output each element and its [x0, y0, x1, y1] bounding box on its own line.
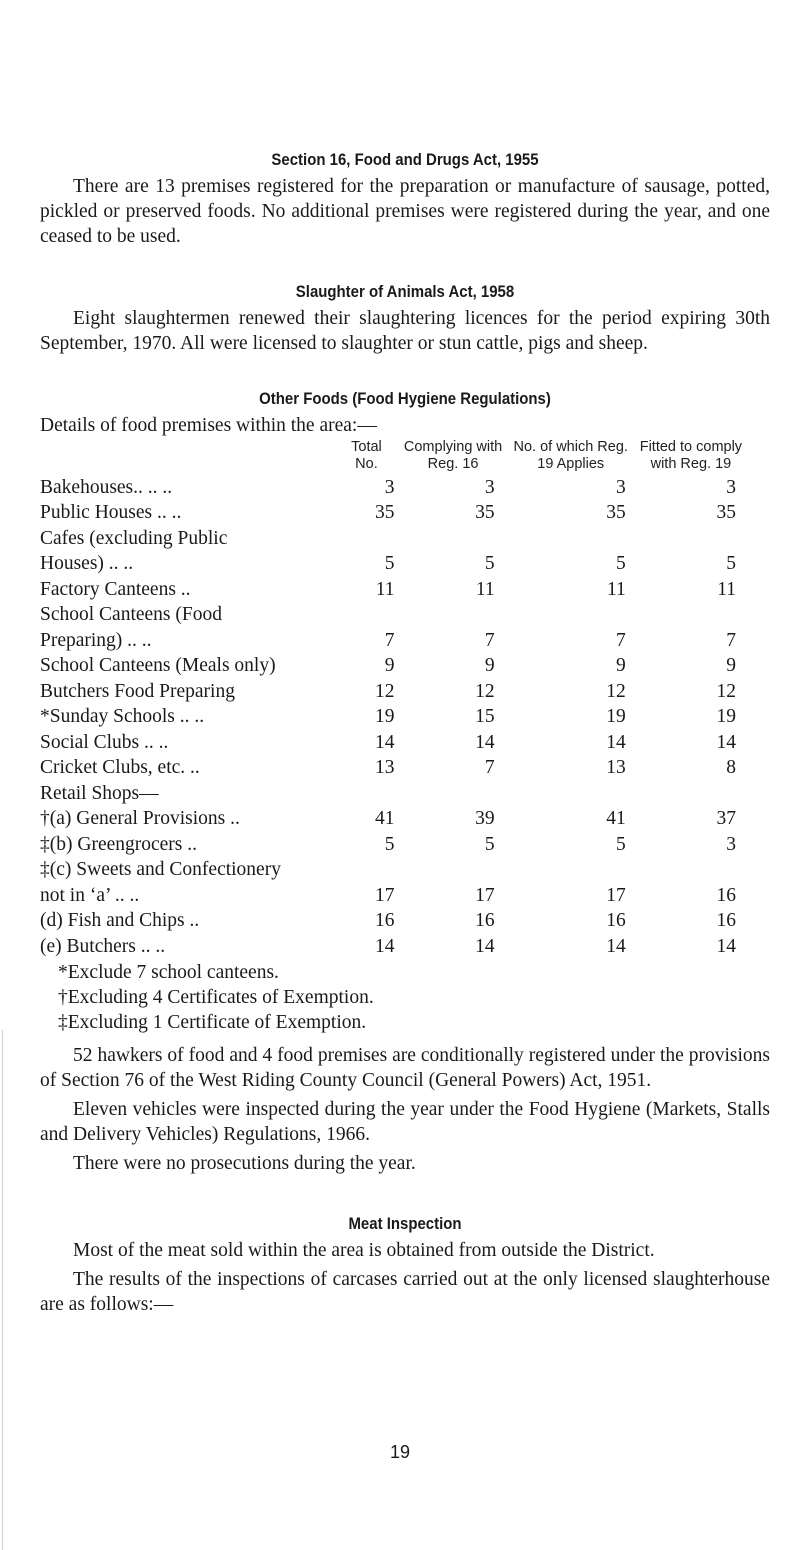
cell-fitted: 5 [726, 553, 736, 574]
cell-reg19: 19 [606, 706, 626, 727]
cell-total: 35 [374, 502, 395, 523]
cell-total [338, 856, 394, 882]
table-row [40, 907, 752, 933]
cell-complying: 9 [484, 655, 495, 676]
table-row [40, 626, 752, 652]
row-label: Public Houses .. .. [40, 502, 182, 523]
cell-reg19 [512, 524, 630, 550]
table-row [40, 575, 752, 601]
cell-complying: 7 [484, 629, 495, 651]
row-label: Social Clubs .. .. [40, 731, 169, 753]
row-label: (e) Butchers .. .. [40, 935, 166, 957]
table-row [40, 677, 752, 703]
row-label: not in ‘a’ .. .. [40, 884, 140, 906]
paragraph-slaughter: Eight slaughtermen renewed their slaughtering licences for the period expiring 30th September, 1970. All were licensed to slaughter or stun cattle, pigs and sheep. [40, 308, 770, 354]
table-row [40, 601, 752, 627]
row-label: Factory Canteens .. [40, 578, 191, 600]
cell-complying: 3 [484, 476, 495, 498]
table-row [40, 830, 752, 856]
row-label: Butchers Food Preparing [40, 680, 235, 702]
cell-complying [394, 779, 511, 805]
cell-total: 16 [374, 910, 395, 931]
table-row [40, 805, 752, 831]
heading-food-drugs-act: Section 16, Food and Drugs Act, 1955 [271, 150, 539, 169]
paragraph-meat-source: Most of the meat sold within the area is obtained from outside the District. [73, 1239, 655, 1261]
cell-total: 14 [374, 731, 395, 753]
footnote: †Excluding 4 Certificates of Exemption. [58, 986, 374, 1008]
page-number: 19 [389, 1442, 411, 1462]
cell-fitted: 16 [716, 910, 736, 931]
row-label: Bakehouses.. .. .. [40, 476, 173, 498]
table-row [40, 652, 752, 678]
paragraph-prosecutions: There were no prosecutions during the year. [73, 1152, 416, 1174]
cell-complying: 35 [475, 502, 495, 523]
cell-reg19: 14 [606, 731, 626, 753]
cell-complying: 16 [475, 910, 495, 931]
cell-fitted: 7 [726, 629, 736, 651]
cell-reg19 [512, 779, 630, 805]
cell-reg19: 41 [606, 808, 626, 829]
table-header-row [40, 439, 752, 473]
cell-fitted [630, 601, 752, 627]
footnotes [40, 960, 770, 1035]
cell-total: 13 [374, 757, 395, 778]
cell-reg19 [512, 856, 630, 882]
col-header-complying: Complying with Reg. 16 [403, 439, 503, 472]
cell-fitted: 12 [716, 680, 736, 702]
paragraph-vehicles: Eleven vehicles were inspected during the year under the Food Hygiene (Markets, Stalls and Delivery Vehicles) Regulations, 1966. [40, 1098, 770, 1145]
cell-total: 19 [374, 706, 395, 727]
table-row [40, 881, 752, 907]
cell-fitted: 3 [726, 833, 736, 855]
cell-reg19 [512, 601, 630, 627]
cell-total: 11 [375, 578, 395, 600]
cell-fitted: 35 [716, 502, 736, 523]
cell-reg19: 16 [606, 910, 626, 931]
cell-reg19: 7 [616, 629, 626, 651]
document-page [40, 150, 770, 1317]
cell-total: 7 [384, 629, 395, 651]
cell-reg19: 9 [616, 655, 626, 676]
cell-complying: 5 [484, 553, 495, 574]
cell-fitted: 19 [716, 706, 736, 727]
cell-total: 17 [374, 884, 395, 906]
cell-complying: 7 [484, 757, 495, 778]
table-row [40, 473, 752, 499]
row-label: Houses) .. .. [40, 553, 134, 574]
cell-total: 14 [374, 935, 395, 957]
cell-reg19: 5 [616, 553, 626, 574]
cell-reg19: 12 [606, 680, 626, 702]
table-row [40, 703, 752, 729]
cell-reg19: 35 [606, 502, 626, 523]
heading-meat-inspection: Meat Inspection [348, 1213, 462, 1233]
cell-total: 5 [384, 833, 395, 855]
cell-complying: 12 [475, 680, 495, 702]
cell-complying: 15 [475, 706, 495, 727]
table-row [40, 754, 752, 780]
footnote: ‡Excluding 1 Certificate of Exemption. [58, 1011, 367, 1033]
cell-fitted: 14 [716, 731, 736, 753]
paragraph-intro: Details of food premises within the area:— [40, 415, 377, 436]
table-row [40, 499, 752, 525]
cell-reg19: 17 [606, 884, 626, 906]
cell-fitted: 16 [716, 884, 736, 906]
col-header-fitted: Fitted to comply with Reg. 19 [639, 439, 743, 472]
row-label: ‡(b) Greengrocers .. [40, 833, 198, 855]
cell-complying: 11 [475, 578, 495, 600]
col-header-reg19: No. of which Reg. 19 Applies [513, 439, 628, 472]
cell-complying [394, 524, 511, 550]
cell-fitted [630, 856, 752, 882]
food-premises-table [40, 439, 752, 958]
cell-complying: 14 [475, 935, 495, 957]
row-label: Cafes (excluding Public [40, 527, 228, 549]
cell-complying [394, 601, 511, 627]
cell-fitted: 11 [717, 578, 736, 600]
cell-total: 3 [384, 476, 395, 498]
cell-complying: 39 [475, 808, 495, 829]
cell-reg19: 14 [606, 935, 626, 957]
row-label: School Canteens (Meals only) [40, 655, 276, 676]
cell-fitted: 3 [726, 476, 736, 498]
cell-fitted: 9 [726, 655, 736, 676]
paragraph-hawkers: 52 hawkers of food and 4 food premises are conditionally registered under the provisions of Section 76 of the West Riding County Council (General Powers) Act, 1951. [40, 1044, 770, 1091]
heading-slaughter-act: Slaughter of Animals Act, 1958 [295, 282, 515, 301]
cell-total: 12 [374, 680, 395, 702]
table-row [40, 728, 752, 754]
cell-reg19: 5 [616, 833, 626, 855]
table-row [40, 856, 752, 882]
row-label: Preparing) .. .. [40, 629, 152, 651]
row-label: School Canteens (Food [40, 604, 222, 625]
cell-complying: 17 [475, 884, 495, 906]
cell-total [338, 524, 394, 550]
table-row [40, 524, 752, 550]
row-label: *Sunday Schools .. .. [40, 706, 205, 727]
cell-fitted: 37 [716, 808, 736, 829]
cell-fitted [630, 524, 752, 550]
table-row [40, 932, 752, 958]
cell-total [338, 779, 394, 805]
row-label: †(a) General Provisions .. [40, 808, 240, 829]
cell-total [338, 601, 394, 627]
paragraph-meat-results: The results of the inspections of carcases carried out at the only licensed slaughterhouse are as follows:— [40, 1268, 770, 1315]
col-header-total: Total No. [351, 439, 382, 472]
row-label: Retail Shops— [40, 782, 159, 804]
table-row [40, 550, 752, 576]
cell-fitted [630, 779, 752, 805]
footnote: *Exclude 7 school canteens. [58, 961, 279, 983]
cell-reg19: 3 [616, 476, 626, 498]
cell-complying: 14 [475, 731, 495, 753]
row-label: ‡(c) Sweets and Confectionery [40, 859, 281, 880]
cell-total: 41 [374, 808, 395, 829]
heading-other-foods: Other Foods (Food Hygiene Regulations) [259, 389, 551, 408]
cell-total: 9 [384, 655, 395, 676]
cell-fitted: 8 [726, 757, 736, 778]
cell-total: 5 [384, 553, 395, 574]
row-label: (d) Fish and Chips .. [40, 910, 200, 931]
cell-fitted: 14 [716, 935, 736, 957]
table-row [40, 779, 752, 805]
row-label: Cricket Clubs, etc. .. [40, 757, 200, 778]
cell-reg19: 11 [607, 578, 626, 600]
scan-edge-line [2, 1030, 3, 1550]
cell-complying [394, 856, 511, 882]
paragraph-food-drugs: There are 13 premises registered for the preparation or manufacture of sausage, potted, pickled or preserved foods. No additional premises were registered during the year, and one ceased to be used. [40, 176, 770, 247]
cell-reg19: 13 [606, 757, 626, 778]
cell-complying: 5 [484, 833, 495, 855]
